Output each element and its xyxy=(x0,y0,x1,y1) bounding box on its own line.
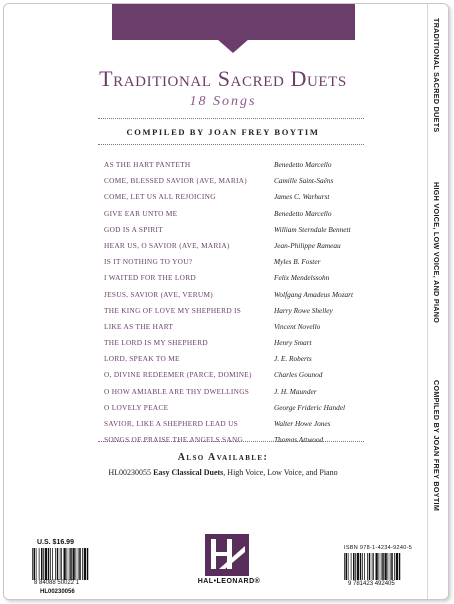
song-title: HEAR US, O SAVIOR (AVE, MARIA) xyxy=(104,240,230,250)
song-composer: J. E. Roberts xyxy=(274,354,312,364)
song-row xyxy=(104,241,414,257)
song-row xyxy=(104,225,414,241)
song-composer: Thomas Attwood xyxy=(274,435,324,445)
also-available-detail: , High Voice, Low Voice, and Piano xyxy=(223,468,338,477)
song-title: GIVE EAR UNTO ME xyxy=(104,208,178,218)
song-title: IS IT NOTHING TO YOU? xyxy=(104,257,193,267)
book-title: Traditional Sacred Duets xyxy=(99,66,347,91)
song-composer: Vincent Novello xyxy=(274,321,321,331)
song-title: AS THE HART PANTETH xyxy=(104,160,191,169)
song-row xyxy=(104,370,414,386)
top-tab xyxy=(112,4,355,40)
hl-code: HL00230056 xyxy=(40,589,75,595)
also-available-code: HL00230055 xyxy=(108,468,152,477)
divider xyxy=(98,118,364,119)
tab-notch xyxy=(217,39,249,53)
song-row xyxy=(104,290,414,306)
price: U.S. $16.99 xyxy=(37,539,74,546)
also-available-heading: Also Available: xyxy=(177,452,269,463)
song-title: COME, BLESSED SAVIOR (AVE, MARIA) xyxy=(104,176,248,186)
song-row xyxy=(104,192,414,208)
divider xyxy=(98,441,364,442)
isbn-barcode xyxy=(344,553,424,580)
song-composer: Jean-Philippe Rameau xyxy=(274,240,341,250)
spine-compiled: COMPILED BY JOAN FREY BOYTIM xyxy=(432,380,441,512)
spine xyxy=(427,4,448,599)
divider xyxy=(98,144,364,145)
song-row xyxy=(104,176,414,192)
song-row xyxy=(104,209,414,225)
song-composer: J. H. Maunder xyxy=(274,386,317,396)
song-composer: Wolfgang Amadeus Mozart xyxy=(274,289,354,299)
song-composer: James C. Warhurst xyxy=(274,192,330,202)
song-row xyxy=(104,257,414,273)
publisher-name: HAL•LEONARD® xyxy=(197,578,261,585)
song-composer: Benedetto Marcello xyxy=(274,160,332,169)
song-title: THE LORD IS MY SHEPHERD xyxy=(104,338,208,348)
song-composer: William Sterndale Bennett xyxy=(274,224,351,234)
song-title: O HOW AMIABLE ARE THY DWELLINGS xyxy=(104,386,250,396)
song-title: COME, LET US ALL REJOICING xyxy=(104,192,216,202)
song-row xyxy=(104,435,414,451)
song-composer: Henry Smart xyxy=(274,338,312,348)
song-composer: Harry Rowe Shelley xyxy=(274,305,333,315)
song-row xyxy=(104,419,414,435)
song-title: SAVIOR, LIKE A SHEPHERD LEAD US xyxy=(104,419,239,428)
song-title: I WAITED FOR THE LORD xyxy=(104,273,196,283)
song-title: GOD IS A SPIRIT xyxy=(104,224,164,234)
song-composer: Felix Mendelssohn xyxy=(274,273,330,283)
also-available-title: Easy Classical Duets xyxy=(153,468,224,477)
song-row xyxy=(104,322,414,338)
isbn: ISBN 978-1-4234-9240-5 xyxy=(344,545,413,551)
song-title: SONGS OF PRAISE THE ANGELS SANG xyxy=(104,435,244,445)
song-title: LIKE AS THE HART xyxy=(104,321,174,331)
song-composer: Myles B. Foster xyxy=(274,257,321,267)
song-list xyxy=(104,160,414,451)
song-title: THE KING OF LOVE MY SHEPHERD IS xyxy=(104,305,242,315)
compiled-by: COMPILED BY JOAN FREY BOYTIM xyxy=(126,127,320,137)
spine-voices: HIGH VOICE, LOW VOICE, AND PIANO xyxy=(432,182,441,324)
isbn-digits: 9 781423 492405 xyxy=(348,581,395,587)
song-row xyxy=(104,338,414,354)
book-subtitle: 18 Songs xyxy=(189,94,257,109)
song-composer: Walter Howe Jones xyxy=(274,419,331,428)
song-composer: Benedetto Marcello xyxy=(274,208,332,218)
song-row xyxy=(104,160,414,176)
also-available-line xyxy=(4,468,442,477)
song-composer: Camille Saint-Saëns xyxy=(274,176,334,186)
song-composer: George Frideric Handel xyxy=(274,402,346,412)
song-title: O, DIVINE REDEEMER (PARCE, DOMINE) xyxy=(104,370,252,380)
upc-digits: 8 84088 50022 1 xyxy=(34,580,80,586)
song-title: JESUS, SAVIOR (AVE, VERUM) xyxy=(104,289,213,299)
upc-barcode xyxy=(32,548,108,580)
song-row xyxy=(104,403,414,419)
song-row xyxy=(104,387,414,403)
book-cover xyxy=(3,3,449,600)
spine-title: TRADITIONAL SACRED DUETS xyxy=(432,18,441,133)
song-row xyxy=(104,273,414,289)
song-composer: Charles Gounod xyxy=(274,370,323,380)
song-row xyxy=(104,354,414,370)
song-title: LORD, SPEAK TO ME xyxy=(104,354,180,364)
song-row xyxy=(104,306,414,322)
hal-leonard-logo-icon xyxy=(205,534,249,576)
song-title: O LOVELY PEACE xyxy=(104,402,169,412)
